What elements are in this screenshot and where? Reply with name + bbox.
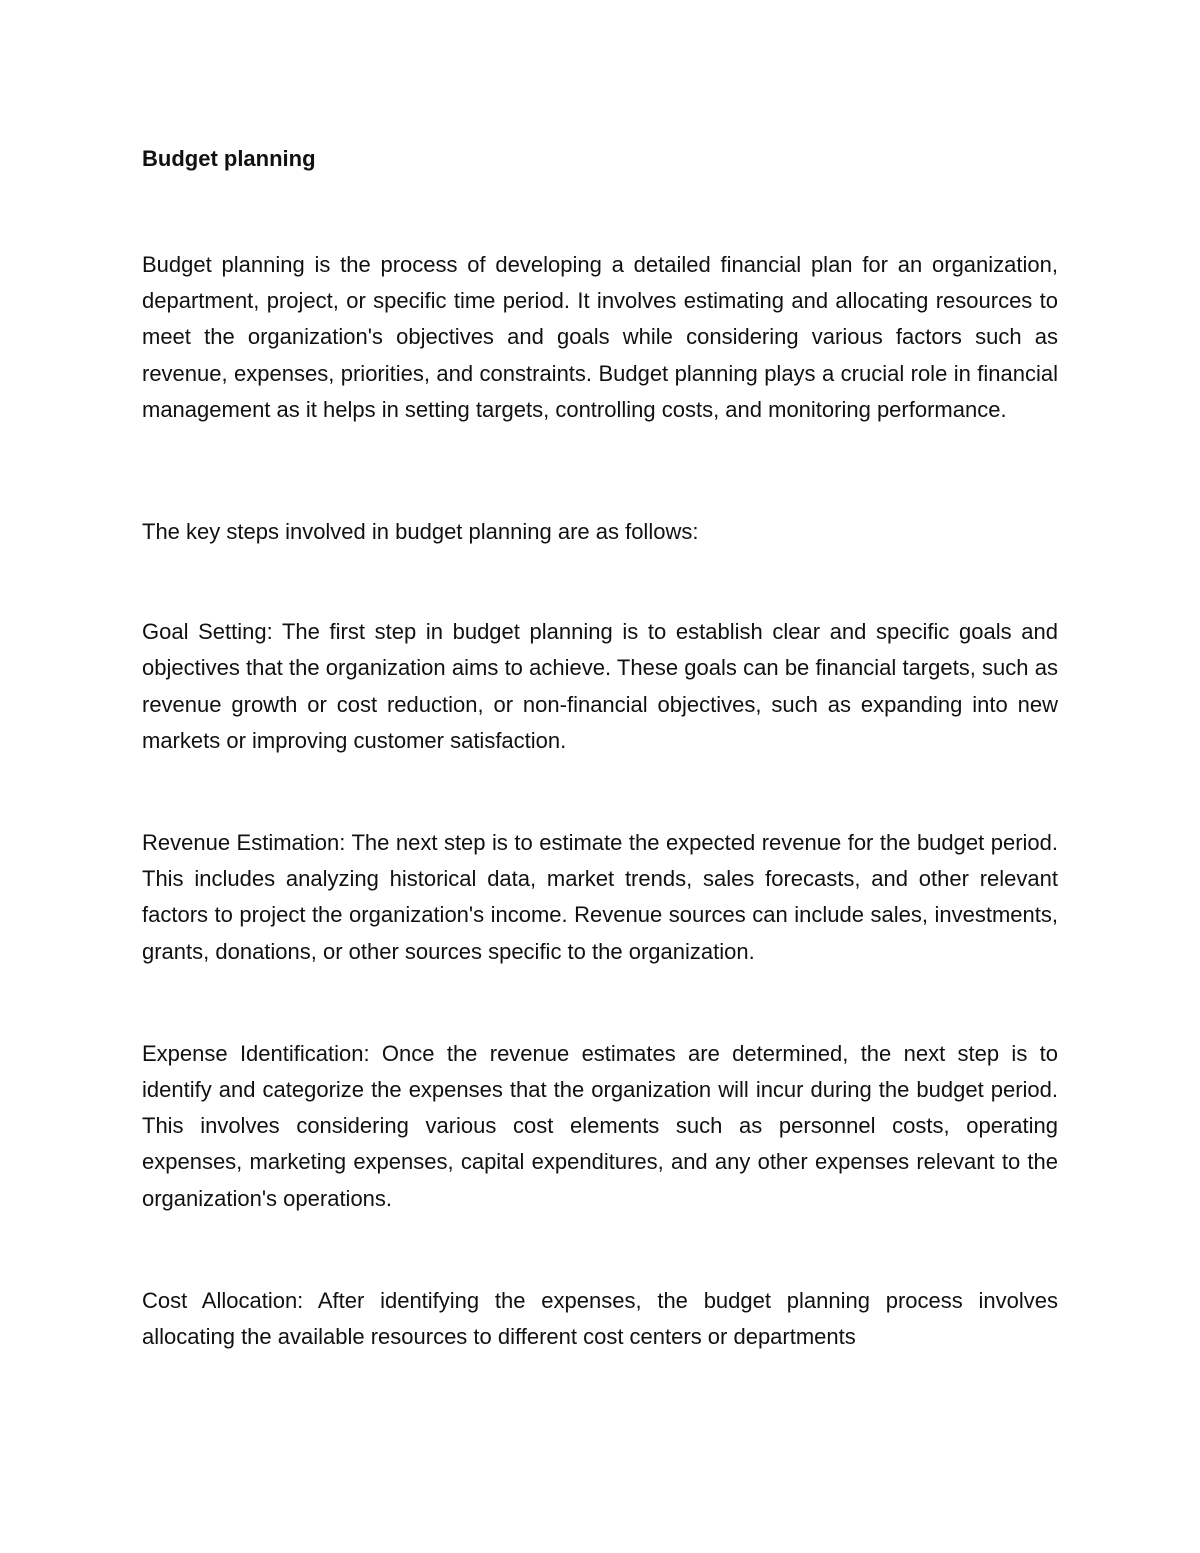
goal-setting-paragraph: Goal Setting: The first step in budget planning is to establish clear and specific goals and objectives that the organization aims to achieve. These goals can be financial targets, such as revenue growth or cost reduction, or non-financial objectives, such as expanding into new markets or improving customer satisfaction. bbox=[142, 619, 1058, 753]
document-title: Budget planning bbox=[142, 146, 316, 171]
revenue-estimation-paragraph: Revenue Estimation: The next step is to estimate the expected revenue for the budget period. This includes analyzing historical data, market trends, sales forecasts, and other relevant factors to project the organization's income. Revenue sources can include sales, investments, grants, donations, or other sources specific to the organization. bbox=[142, 830, 1058, 964]
document-content bbox=[142, 143, 1058, 1355]
cost-allocation-paragraph: Cost Allocation: After identifying the expenses, the budget planning process involves allocating the available resources to different cost centers or departments bbox=[142, 1287, 1058, 1350]
steps-intro-paragraph: The key steps involved in budget planning are as follows: bbox=[142, 519, 699, 545]
expense-identification-paragraph: Expense Identification: Once the revenue estimates are determined, the next step is to identify and categorize the expenses that the organization will incur during the budget period. This involves considering various cost elements such as personnel costs, operating expenses, marketing expenses, capital expenditures, and any other expenses relevant to the organization's operations. bbox=[142, 1040, 1058, 1211]
intro-paragraph: Budget planning is the process of developing a detailed financial plan for an organization, department, project, or specific time period. It involves estimating and allocating resources to meet the organization's objectives and goals while considering various factors such as revenue, expenses, priorities, and constraints. Budget planning plays a crucial role in financial management as it helps in setting targets, controlling costs, and monitoring performance. bbox=[142, 252, 1058, 422]
